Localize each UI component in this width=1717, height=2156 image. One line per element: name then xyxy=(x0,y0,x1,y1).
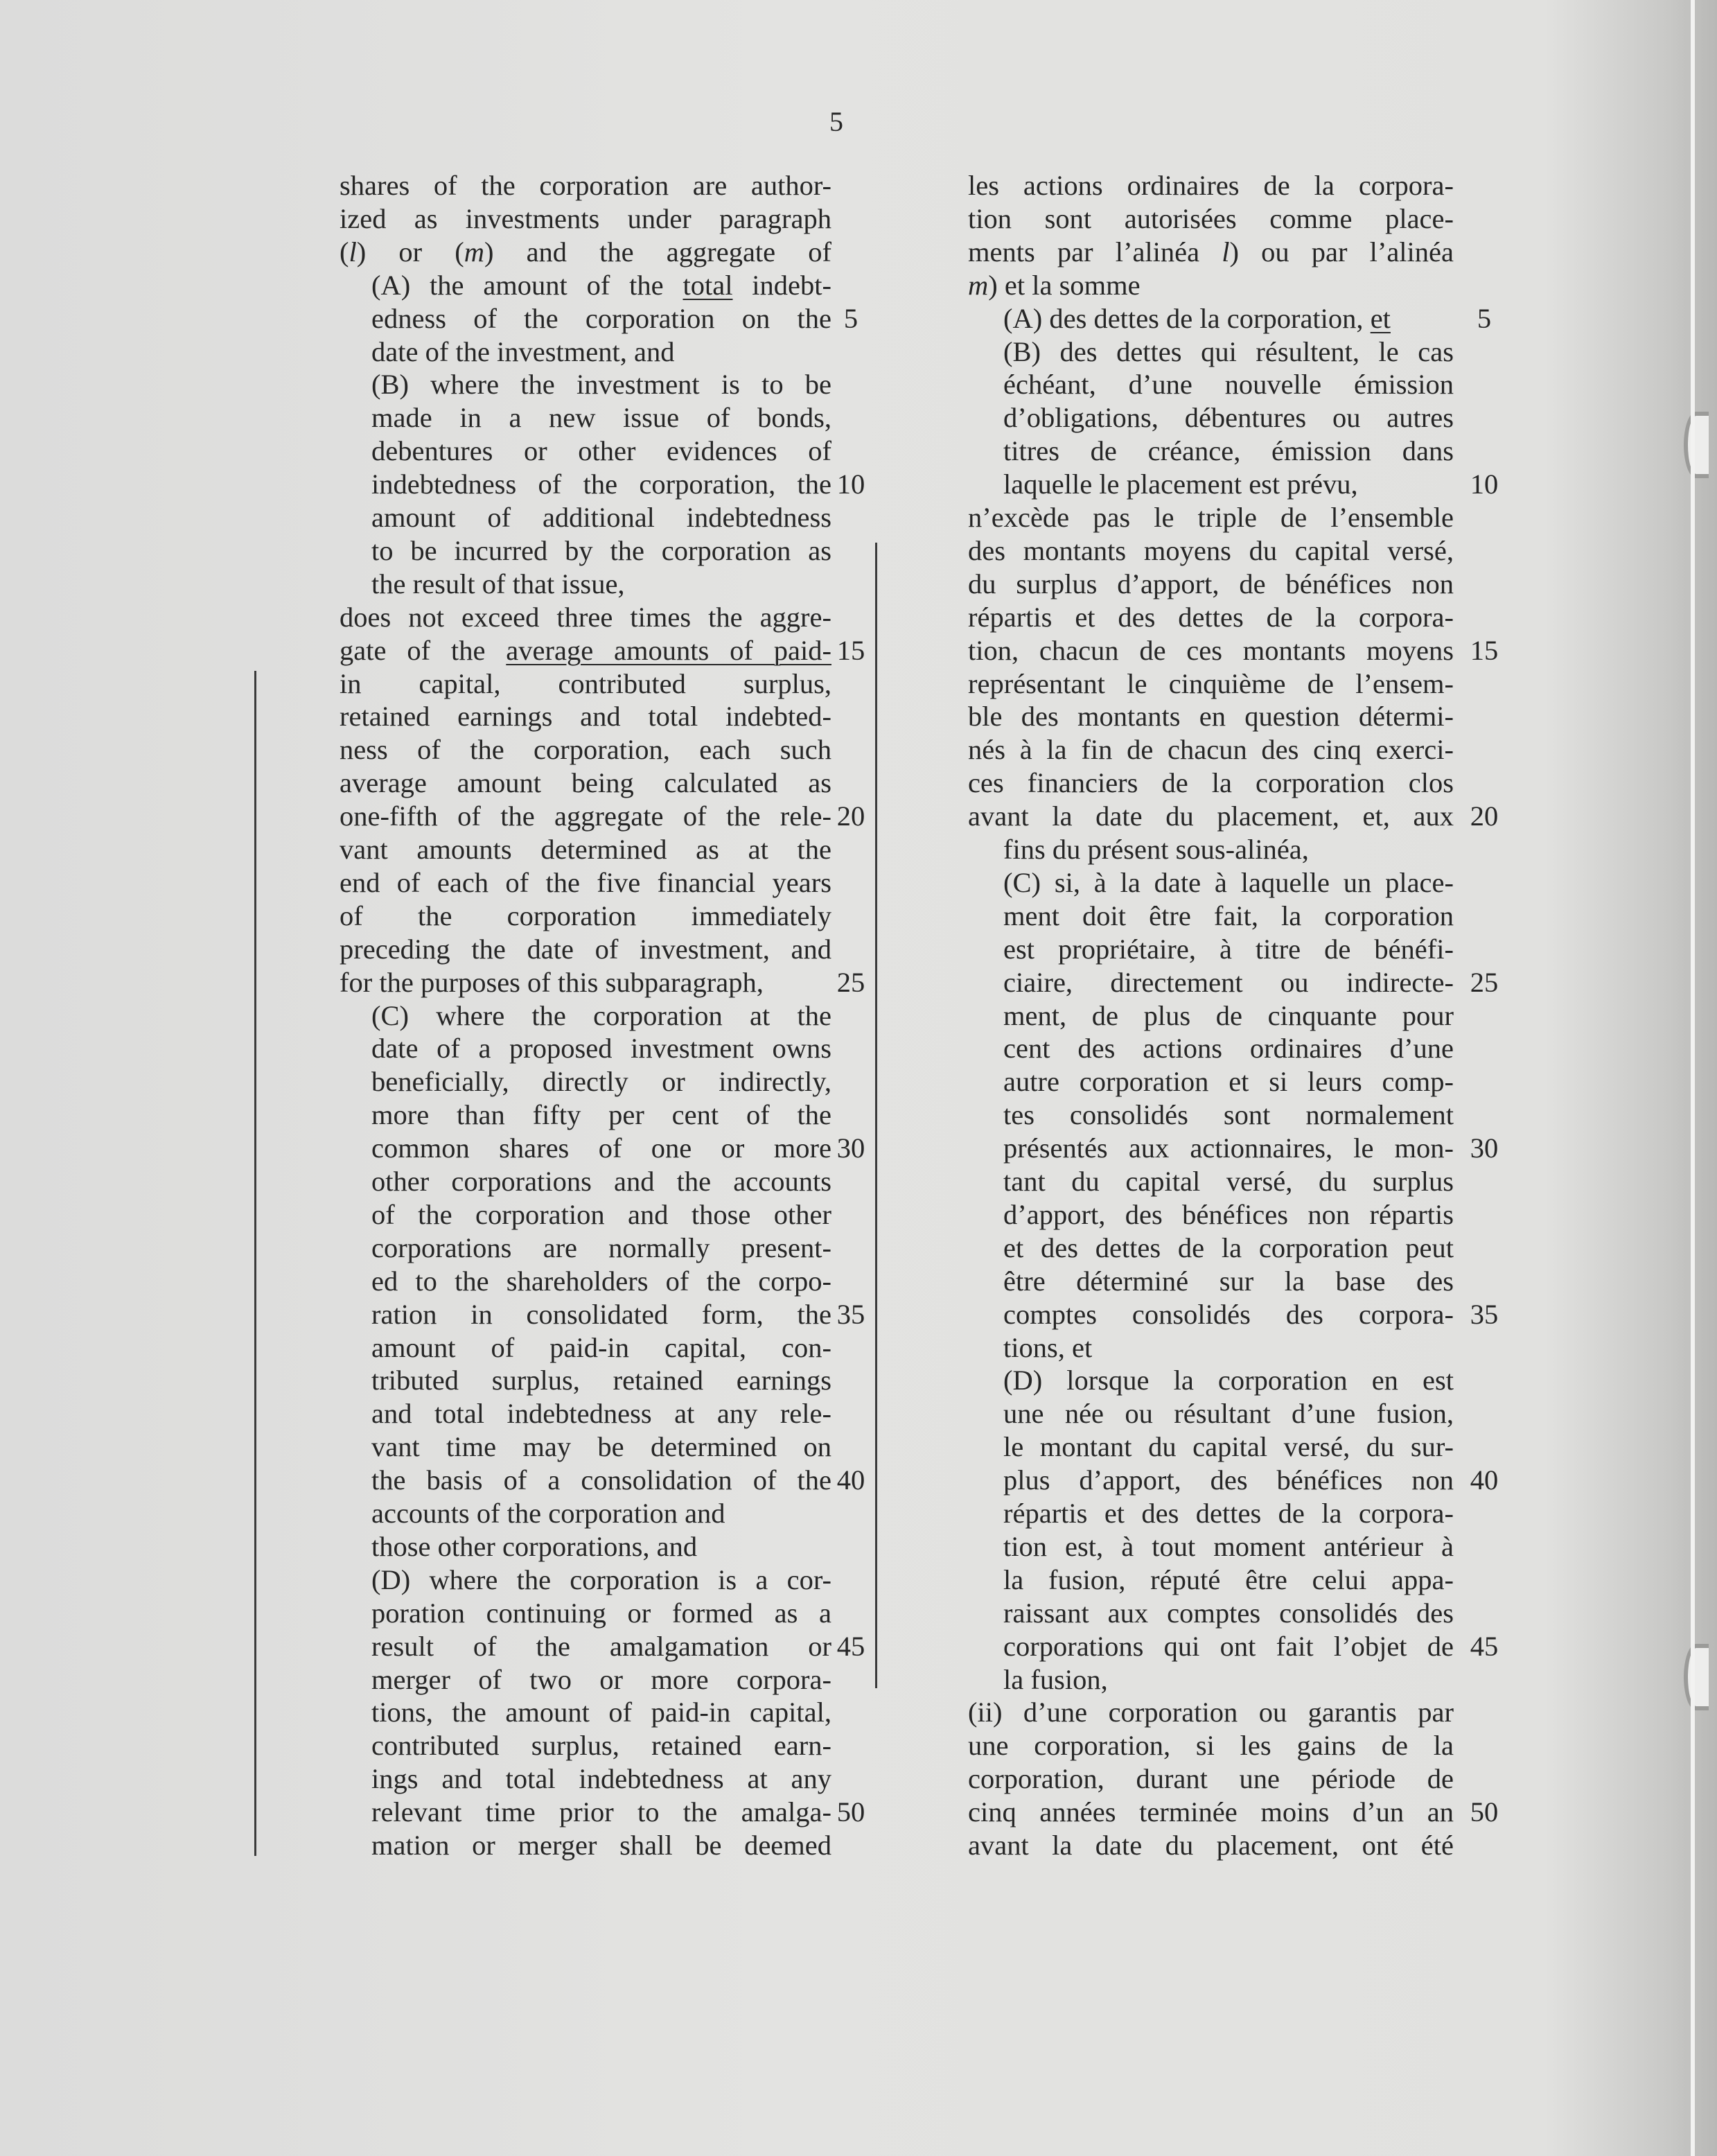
french-text-line: ment, de plus de cinquante pour xyxy=(1003,999,1454,1031)
english-text-line: does not exceed three times the aggre- xyxy=(340,601,831,633)
english-text-line: the result of that issue, xyxy=(371,568,625,599)
english-text-line: date of a proposed investment owns xyxy=(371,1033,831,1064)
french-line-number: 40 xyxy=(1470,1464,1499,1496)
english-text-line: accounts of the corporation and xyxy=(371,1498,725,1529)
english-text-line: result of the amalgamation or xyxy=(371,1630,831,1662)
french-text-line: d’apport, des bénéfices non répartis xyxy=(1003,1198,1454,1230)
french-text-line: représentant le cinquième de l’ensem- xyxy=(968,667,1454,699)
english-text-line: ized as investments under paragraph xyxy=(340,202,831,234)
french-text-line: est propriétaire, à titre de bénéfi- xyxy=(1003,933,1454,965)
english-text-line: mation or merger shall be deemed xyxy=(371,1830,831,1861)
english-text-line: (D) where the corporation is a cor- xyxy=(371,1563,831,1595)
french-text-line: ces financiers de la corporation clos xyxy=(968,767,1454,799)
french-text-line: les actions ordinaires de la corpora- xyxy=(968,170,1454,201)
english-text-line: (B) where the investment is to be xyxy=(371,369,831,401)
french-line-number: 20 xyxy=(1470,800,1499,832)
binding-hole-mark xyxy=(1684,412,1709,478)
french-line-number: 15 xyxy=(1470,634,1499,666)
english-text-line: vant amounts determined as at the xyxy=(340,834,831,865)
french-text-line: avant la date du placement, ont été xyxy=(968,1830,1454,1861)
english-text-line: one-fifth of the aggregate of the rele- xyxy=(340,800,831,832)
english-text-line: ed to the shareholders of the corpo- xyxy=(371,1265,831,1297)
english-text-line: made in a new issue of bonds, xyxy=(371,402,831,434)
french-text-line: tant du capital versé, du surplus xyxy=(1003,1166,1454,1197)
english-line-number: 20 xyxy=(836,800,865,832)
english-line-number: 25 xyxy=(836,966,865,998)
english-text-line: tributed surplus, retained earnings xyxy=(371,1365,831,1396)
french-text-line: (ii) d’une corporation ou garantis par xyxy=(968,1697,1454,1728)
french-text-line: du surplus d’apport, de bénéfices non xyxy=(968,568,1454,599)
french-text-line: comptes consolidés des corpora- xyxy=(1003,1298,1454,1330)
english-line-number: 10 xyxy=(836,468,865,500)
english-text-line: average amount being calculated as xyxy=(340,767,831,799)
english-text-line: corporations are normally present- xyxy=(371,1232,831,1263)
binding-hole-mark xyxy=(1684,1644,1709,1710)
french-text-line: présentés aux actionnaires, le mon- xyxy=(1003,1132,1454,1164)
french-text-line: ments par l’alinéa l) ou par l’alinéa xyxy=(968,236,1454,268)
english-text-line: and total indebtedness at any rele- xyxy=(371,1398,831,1430)
french-line-number: 50 xyxy=(1470,1796,1499,1828)
french-text-line: être déterminé sur la base des xyxy=(1003,1265,1454,1297)
english-line-number: 40 xyxy=(836,1464,865,1496)
french-text-line: tion est, à tout moment antérieur à xyxy=(1003,1530,1454,1562)
english-text-line: of the corporation and those other xyxy=(371,1198,831,1230)
english-text-line: (l) or (m) and the aggregate of xyxy=(340,236,831,268)
french-text-line: une corporation, si les gains de la xyxy=(968,1730,1454,1762)
english-text-line: preceding the date of investment, and xyxy=(340,933,831,965)
english-text-line: common shares of one or more xyxy=(371,1132,831,1164)
french-text-line: titres de créance, émission dans xyxy=(1003,435,1454,467)
english-text-line: merger of two or more corpora- xyxy=(371,1663,831,1695)
page-number: 5 xyxy=(829,106,843,137)
french-text-line: la fusion, xyxy=(1003,1663,1108,1695)
english-text-line: (A) the amount of the total indebt- xyxy=(371,269,832,301)
english-text-line: end of each of the five financial years xyxy=(340,866,831,898)
french-text-line: (B) des dettes qui résultent, le cas xyxy=(1003,335,1454,367)
amendment-bar-inner xyxy=(875,543,877,1688)
english-line-number: 15 xyxy=(836,634,865,666)
french-text-line: (C) si, à la date à laquelle un place- xyxy=(1003,866,1454,898)
french-text-line: laquelle le placement est prévu, xyxy=(1003,468,1358,500)
english-text-line: more than fifty per cent of the xyxy=(371,1099,831,1131)
french-text-line: tes consolidés sont normalement xyxy=(1003,1099,1454,1131)
french-text-line: tion sont autorisées comme place- xyxy=(968,202,1454,234)
french-text-line: ciaire, directement ou indirecte- xyxy=(1003,966,1454,998)
english-text-line: the basis of a consolidation of the xyxy=(371,1464,831,1496)
french-text-line: et des dettes de la corporation peut xyxy=(1003,1232,1454,1263)
french-line-number: 10 xyxy=(1470,468,1499,500)
french-text-line: corporations qui ont fait l’objet de xyxy=(1003,1630,1454,1662)
amendment-bar-outer xyxy=(254,671,256,1856)
french-text-line: avant la date du placement, et, aux xyxy=(968,800,1454,832)
french-text-line: ble des montants en question détermi- xyxy=(968,701,1454,733)
french-line-number: 5 xyxy=(1477,302,1492,334)
english-line-number: 50 xyxy=(836,1796,865,1828)
french-text-line: d’obligations, débentures ou autres xyxy=(1003,402,1454,434)
english-text-line: amount of paid-in capital, con- xyxy=(371,1331,831,1363)
english-text-line: indebtedness of the corporation, the xyxy=(371,468,831,500)
english-text-line: beneficially, directly or indirectly, xyxy=(371,1066,831,1098)
french-text-line: raissant aux comptes consolidés des xyxy=(1003,1597,1454,1629)
english-text-line: (C) where the corporation at the xyxy=(371,999,831,1031)
english-text-line: other corporations and the accounts xyxy=(371,1166,831,1197)
french-line-number: 45 xyxy=(1470,1630,1499,1662)
english-text-line: ings and total indebtedness at any xyxy=(371,1763,831,1795)
english-text-line: edness of the corporation on the xyxy=(371,302,831,334)
french-text-line: tion, chacun de ces montants moyens xyxy=(968,634,1454,666)
french-line-number: 25 xyxy=(1470,966,1499,998)
english-text-line: of the corporation immediately xyxy=(340,900,831,931)
french-text-line: ment doit être fait, la corporation xyxy=(1003,900,1454,931)
french-text-line: plus d’apport, des bénéfices non xyxy=(1003,1464,1454,1496)
french-text-line: autre corporation et si leurs comp- xyxy=(1003,1066,1454,1098)
english-text-line: shares of the corporation are author- xyxy=(340,170,831,201)
french-text-line: des montants moyens du capital versé, xyxy=(968,534,1454,566)
french-line-number: 30 xyxy=(1470,1132,1499,1164)
english-text-line: to be incurred by the corporation as xyxy=(371,534,831,566)
english-text-line: ration in consolidated form, the xyxy=(371,1298,831,1330)
english-text-line: amount of additional indebtedness xyxy=(371,502,831,533)
french-text-line: nés à la fin de chacun des cinq exerci- xyxy=(968,734,1454,766)
french-text-line: (A) des dettes de la corporation, et xyxy=(1003,302,1391,334)
french-text-line: corporation, durant une période de xyxy=(968,1763,1454,1795)
french-text-line: échéant, d’une nouvelle émission xyxy=(1003,369,1454,401)
english-text-line: tions, the amount of paid-in capital, xyxy=(371,1697,831,1728)
english-text-line: gate of the average amounts of paid- xyxy=(340,634,831,666)
english-text-line: contributed surplus, retained earn- xyxy=(371,1730,831,1762)
french-text-line: n’excède pas le triple de l’ensemble xyxy=(968,502,1454,533)
english-text-line: ness of the corporation, each such xyxy=(340,734,831,766)
french-text-line: cent des actions ordinaires d’une xyxy=(1003,1033,1454,1064)
english-text-line: poration continuing or formed as a xyxy=(371,1597,831,1629)
french-text-line: fins du présent sous-alinéa, xyxy=(1003,834,1309,865)
french-text-line: (D) lorsque la corporation en est xyxy=(1003,1365,1454,1396)
french-line-number: 35 xyxy=(1470,1298,1499,1330)
english-text-line: debentures or other evidences of xyxy=(371,435,831,467)
english-line-number: 30 xyxy=(836,1132,865,1164)
french-text-line: une née ou résultant d’une fusion, xyxy=(1003,1398,1454,1430)
english-line-number: 45 xyxy=(836,1630,865,1662)
english-text-line: vant time may be determined on xyxy=(371,1431,831,1463)
english-text-line: for the purposes of this subparagraph, xyxy=(340,966,764,998)
french-text-line: cinq années terminée moins d’un an xyxy=(968,1796,1454,1828)
english-line-number: 35 xyxy=(836,1298,865,1330)
page-edge xyxy=(1691,0,1695,2156)
english-text-line: those other corporations, and xyxy=(371,1530,698,1562)
french-text-line: répartis et des dettes de la corpora- xyxy=(968,601,1454,633)
english-text-line: in capital, contributed surplus, xyxy=(340,667,831,699)
french-text-line: répartis et des dettes de la corpora- xyxy=(1003,1498,1454,1529)
french-text-line: m) et la somme xyxy=(968,269,1141,301)
english-line-number: 5 xyxy=(843,302,858,334)
english-text-line: relevant time prior to the amalga- xyxy=(371,1796,831,1828)
french-text-line: le montant du capital versé, du sur- xyxy=(1003,1431,1454,1463)
french-text-line: tions, et xyxy=(1003,1331,1093,1363)
french-text-line: la fusion, réputé être celui appa- xyxy=(1003,1563,1454,1595)
english-text-line: date of the investment, and xyxy=(371,335,675,367)
english-text-line: retained earnings and total indebted- xyxy=(340,701,831,733)
